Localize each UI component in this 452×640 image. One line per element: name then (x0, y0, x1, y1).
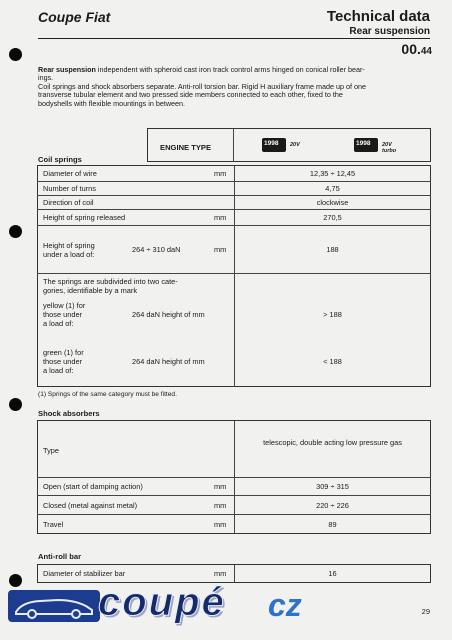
table-row-unit: mm (214, 213, 227, 222)
table-row-label: Height of spring released (43, 213, 126, 222)
intro-paragraph: Rear suspension independent with spheroid cast iron track control arms hinged on conical roller bear- ings. Coil springs and shock absorbers separate. Anti-roll torsion bar. Rigid H auxiliary frame made up of one transverse tubular element and two pressed side members connected to each other, fixed to the bodyshells with flexible mountings in between. (38, 65, 366, 108)
binder-hole (9, 398, 22, 411)
shock-type-label: Type (43, 446, 60, 455)
green-label-1: green (1) for (43, 348, 84, 357)
page-subtitle: Rear suspension (349, 26, 430, 37)
load-row-load: 264 ÷ 310 daN (132, 245, 181, 254)
car-logo-icon (8, 590, 100, 622)
subdivided-line-1: The springs are subdivided into two cate- (43, 277, 178, 286)
intro-bold-lead: Rear suspension (38, 65, 96, 74)
table-row-value: clockwise (316, 198, 349, 207)
table-row-value: 4,75 (325, 184, 340, 193)
page-number: 29 (421, 607, 430, 616)
binder-hole (9, 48, 22, 61)
table-row-value: 220 ÷ 226 (316, 501, 349, 510)
table-row-unit: mm (214, 501, 227, 510)
load-row-unit: mm (214, 245, 227, 254)
section-number: 00.44 (401, 41, 432, 57)
table-row-unit: mm (214, 569, 227, 578)
table-row-value: 89 (328, 520, 337, 529)
shock-absorbers-title: Shock absorbers (38, 409, 100, 418)
binder-hole (9, 225, 22, 238)
green-value: < 188 (323, 357, 342, 366)
table-row-value: 16 (328, 569, 337, 578)
yellow-label-3: a load of: (43, 319, 74, 328)
coil-springs-title: Coil springs (38, 155, 82, 164)
table-row-label: Diameter of stabilizer bar (43, 569, 126, 578)
subdivided-line-2: gories, identifiable by a mark (43, 286, 138, 295)
load-row-value: 188 (326, 245, 339, 254)
footnote: (1) Springs of the same category must be fitted. (38, 391, 177, 398)
header-divider (38, 38, 430, 39)
binder-hole (9, 574, 22, 587)
table-row-label: Travel (43, 520, 64, 529)
green-load: 264 daN height of mm (132, 357, 205, 366)
page-title: Technical data (326, 8, 430, 25)
table-row-value: 309 ÷ 315 (316, 482, 349, 491)
table-row-unit: mm (214, 482, 227, 491)
watermark-logo-suffix: cz (268, 587, 302, 623)
yellow-load: 264 daN height of mm (132, 310, 205, 319)
shock-type-value: telescopic, double acting low pressure gas (263, 438, 402, 447)
table-row-unit: mm (214, 520, 227, 529)
load-row-label-2: under a load of: (43, 250, 95, 259)
load-row-label-1: Height of spring (43, 241, 95, 250)
green-label-2: those under (43, 357, 83, 366)
table-row-label: Direction of coil (43, 198, 94, 207)
yellow-value: > 188 (323, 310, 342, 319)
yellow-label-2: those under (43, 310, 83, 319)
table-row-label: Diameter of wire (43, 169, 97, 178)
table-row-value: 270,5 (323, 213, 342, 222)
table-row-value: 12,35 ÷ 12,45 (309, 169, 356, 178)
green-label-3: a load of: (43, 366, 74, 375)
table-row-label: Closed (metal against metal) (43, 501, 138, 510)
anti-roll-bar-title: Anti-roll bar (38, 552, 82, 561)
table-row-unit: mm (214, 169, 227, 178)
yellow-label-1: yellow (1) for (43, 301, 86, 310)
table-row-label: Open (start of damping action) (43, 482, 143, 491)
document-brand-title: Coupe Fiat (38, 9, 111, 25)
table-row-label: Number of turns (43, 184, 96, 193)
watermark-logo-text: coupé (98, 580, 226, 624)
engine-type-label: ENGINE TYPE (160, 143, 212, 152)
